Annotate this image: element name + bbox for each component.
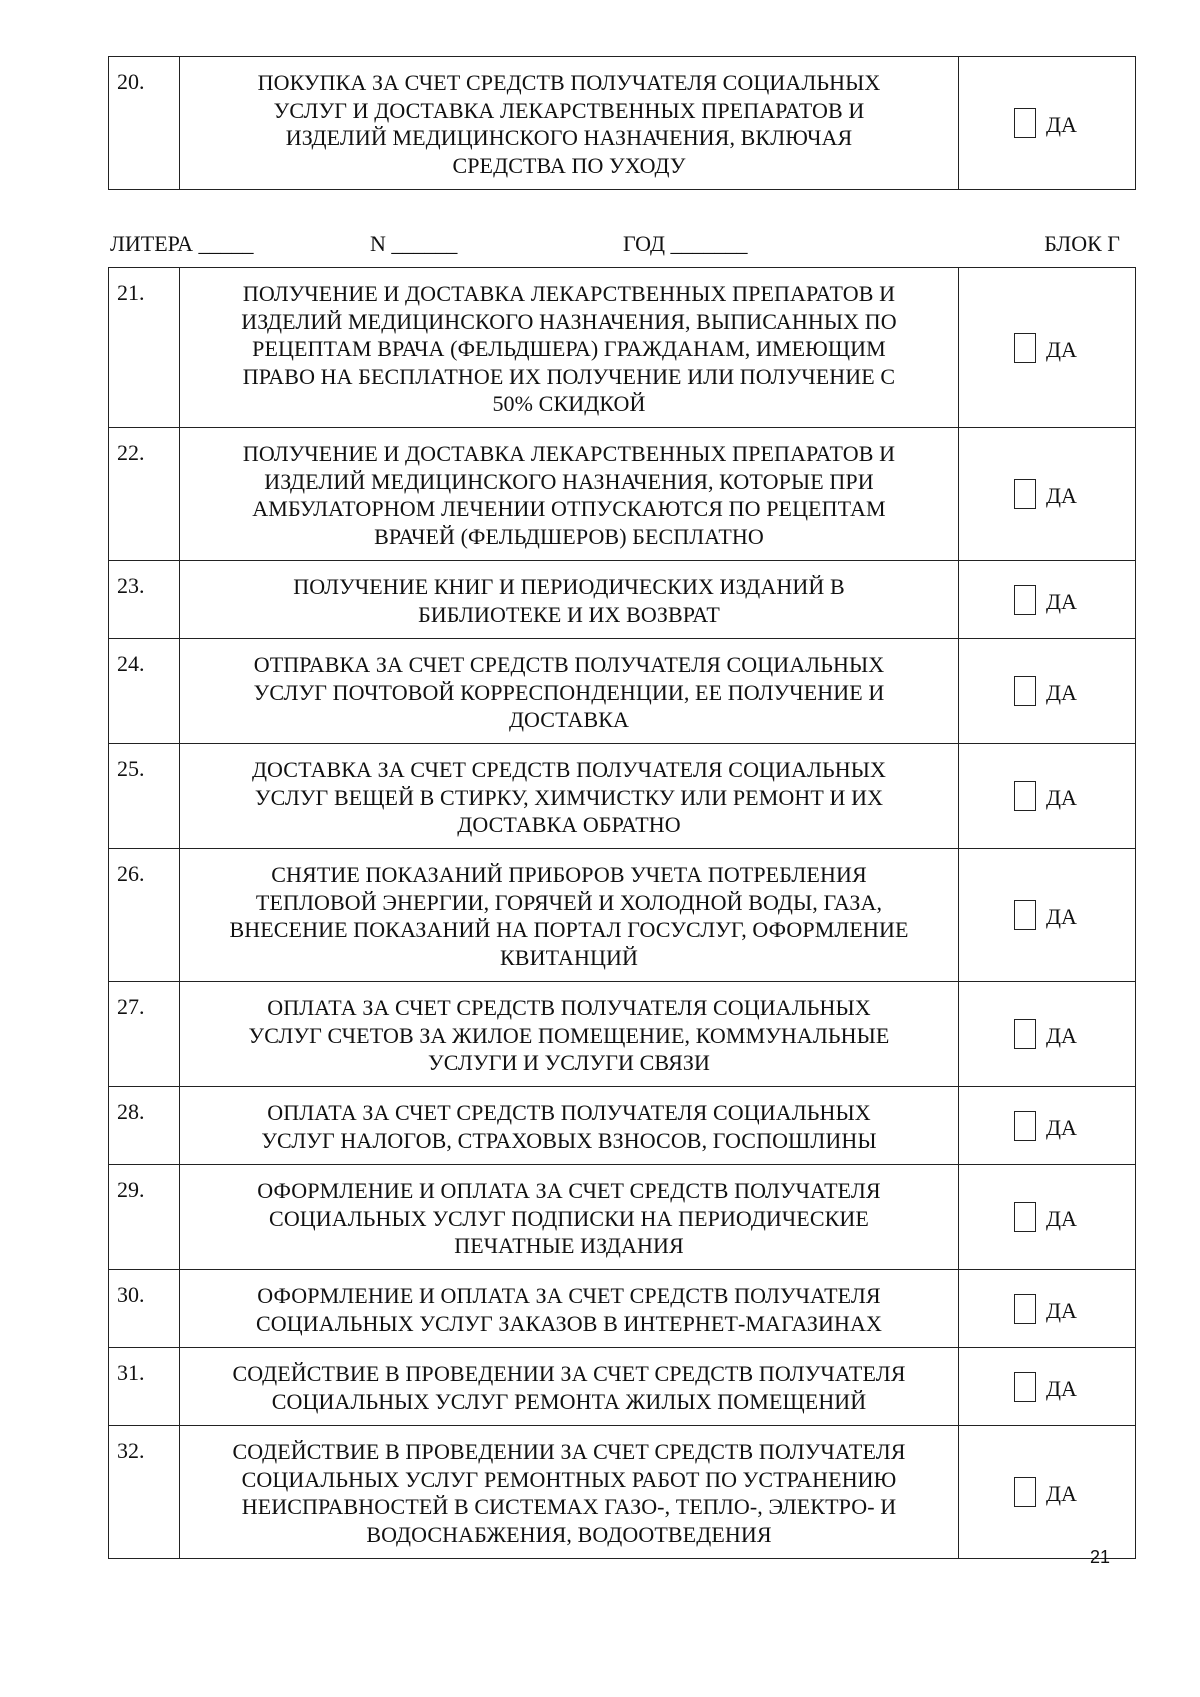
row-number: 32. <box>109 1426 180 1559</box>
description-line: СОЦИАЛЬНЫХ УСЛУГ ЗАКАЗОВ В ИНТЕРНЕТ-МАГАЗИНАХ <box>256 1310 882 1336</box>
checkbox[interactable] <box>1014 781 1036 811</box>
checkbox-cell <box>959 428 1136 561</box>
checkbox-label: ДА <box>1046 483 1077 508</box>
description-line: ОПЛАТА ЗА СЧЕТ СРЕДСТВ ПОЛУЧАТЕЛЯ СОЦИАЛЬНЫХ <box>267 995 871 1020</box>
checkbox-label: ДА <box>1046 336 1077 362</box>
checkbox-label: ДА <box>1046 1375 1077 1401</box>
service-description <box>180 57 959 190</box>
table-row <box>109 268 1136 428</box>
checkbox-label: ДА <box>1046 112 1077 137</box>
checkbox-cell <box>959 744 1136 849</box>
description-line: ВРАЧЕЙ (ФЕЛЬДШЕРОВ) БЕСПЛАТНО <box>374 523 764 549</box>
description-line: ОФОРМЛЕНИЕ И ОПЛАТА ЗА СЧЕТ СРЕДСТВ ПОЛУЧАТЕЛЯ <box>257 1178 881 1203</box>
row-number: 24. <box>109 639 180 744</box>
checkbox-label: ДА <box>1046 1297 1077 1323</box>
service-description <box>180 1270 959 1348</box>
checkbox-label: ДА <box>1046 1206 1077 1231</box>
service-description <box>180 639 959 744</box>
description-line: НЕИСПРАВНОСТЕЙ В СИСТЕМАХ ГАЗО-, ТЕПЛО-, ЭЛЕКТРО- И <box>241 1494 897 1519</box>
row-number: 27. <box>109 982 180 1087</box>
checkbox-cell <box>959 57 1136 190</box>
description-line: РЕЦЕПТАМ ВРАЧА (ФЕЛЬДШЕРА) ГРАЖДАНАМ, ИМЕЮЩИМ <box>252 336 886 361</box>
checkbox-label: ДА <box>1046 1481 1077 1506</box>
checkbox[interactable] <box>1014 900 1036 930</box>
checkbox[interactable] <box>1014 1477 1036 1507</box>
service-description <box>180 1426 959 1559</box>
description-line: ВНЕСЕНИЕ ПОКАЗАНИЙ НА ПОРТАЛ ГОСУСЛУГ, ОФОРМЛЕНИЕ <box>229 917 909 942</box>
table-row <box>109 1348 1136 1426</box>
description-line: СРЕДСТВА ПО УХОДУ <box>452 152 686 178</box>
description-line: ИЗДЕЛИЙ МЕДИЦИНСКОГО НАЗНАЧЕНИЯ, ВЫПИСАННЫХ ПО <box>241 308 897 334</box>
table-row <box>109 1426 1136 1559</box>
description-line: СНЯТИЕ ПОКАЗАНИЙ ПРИБОРОВ УЧЕТА ПОТРЕБЛЕНИЯ <box>271 862 867 887</box>
description-line: СОДЕЙСТВИЕ В ПРОВЕДЕНИИ ЗА СЧЕТ СРЕДСТВ ПОЛУЧАТЕЛЯ <box>232 1361 906 1386</box>
description-line: УСЛУГ ВЕЩЕЙ В СТИРКУ, ХИМЧИСТКУ ИЛИ РЕМОНТ И ИХ <box>254 784 884 810</box>
checkbox[interactable] <box>1014 585 1036 615</box>
checkbox-label: ДА <box>1046 680 1077 705</box>
checkbox-cell <box>959 268 1136 428</box>
checkbox[interactable] <box>1014 1019 1036 1049</box>
description-line: УСЛУГ СЧЕТОВ ЗА ЖИЛОЕ ПОМЕЩЕНИЕ, КОММУНАЛЬНЫЕ <box>248 1022 890 1048</box>
checkbox-cell <box>959 982 1136 1087</box>
service-description <box>180 428 959 561</box>
checkbox-label: ДА <box>1046 1023 1077 1048</box>
service-description <box>180 268 959 428</box>
checkbox-cell <box>959 849 1136 982</box>
table-row <box>109 1165 1136 1270</box>
description-line: СОДЕЙСТВИЕ В ПРОВЕДЕНИИ ЗА СЧЕТ СРЕДСТВ ПОЛУЧАТЕЛЯ <box>232 1439 906 1464</box>
service-table-main <box>108 267 1136 1559</box>
description-line: УСЛУГ НАЛОГОВ, СТРАХОВЫХ ВЗНОСОВ, ГОСПОШЛИНЫ <box>261 1127 877 1153</box>
description-line: ДОСТАВКА ЗА СЧЕТ СРЕДСТВ ПОЛУЧАТЕЛЯ СОЦИАЛЬНЫХ <box>251 757 887 782</box>
service-description <box>180 1165 959 1270</box>
checkbox[interactable] <box>1014 1111 1036 1141</box>
table-row <box>109 639 1136 744</box>
row-number: 30. <box>109 1270 180 1348</box>
description-line: ОТПРАВКА ЗА СЧЕТ СРЕДСТВ ПОЛУЧАТЕЛЯ СОЦИАЛЬНЫХ <box>253 652 885 677</box>
description-line: ДОСТАВКА ОБРАТНО <box>457 812 681 837</box>
description-line: СОЦИАЛЬНЫХ УСЛУГ ПОДПИСКИ НА ПЕРИОДИЧЕСКИЕ <box>269 1205 869 1231</box>
page-number: 21 <box>1090 1547 1111 1567</box>
checkbox-cell <box>959 1087 1136 1165</box>
checkbox-cell <box>959 1270 1136 1348</box>
description-line: ПОЛУЧЕНИЕ И ДОСТАВКА ЛЕКАРСТВЕННЫХ ПРЕПАРАТОВ И <box>242 441 896 466</box>
description-line: ВОДОСНАБЖЕНИЯ, ВОДООТВЕДЕНИЯ <box>366 1521 772 1547</box>
checkbox-label: ДА <box>1046 785 1077 810</box>
description-line: КВИТАНЦИЙ <box>500 944 638 970</box>
checkbox[interactable] <box>1014 108 1036 138</box>
description-line: СОЦИАЛЬНЫХ УСЛУГ РЕМОНТА ЖИЛЫХ ПОМЕЩЕНИЙ <box>271 1388 867 1414</box>
checkbox[interactable] <box>1014 1202 1036 1232</box>
checkbox[interactable] <box>1014 676 1036 706</box>
table-row <box>109 561 1136 639</box>
description-line: ИЗДЕЛИЙ МЕДИЦИНСКОГО НАЗНАЧЕНИЯ, КОТОРЫЕ ПРИ <box>264 468 874 494</box>
description-line: ДОСТАВКА <box>508 707 630 732</box>
table-row <box>109 1270 1136 1348</box>
service-description <box>180 1087 959 1165</box>
service-description <box>180 982 959 1087</box>
checkbox[interactable] <box>1014 1294 1036 1324</box>
service-description <box>180 561 959 639</box>
service-description <box>180 1348 959 1426</box>
row-number: 21. <box>109 268 180 428</box>
checkbox-cell <box>959 1348 1136 1426</box>
description-line: УСЛУГ И ДОСТАВКА ЛЕКАРСТВЕННЫХ ПРЕПАРАТОВ И <box>273 97 865 123</box>
description-line: ОПЛАТА ЗА СЧЕТ СРЕДСТВ ПОЛУЧАТЕЛЯ СОЦИАЛЬНЫХ <box>267 1100 871 1125</box>
table-row <box>109 849 1136 982</box>
table-row <box>109 1087 1136 1165</box>
year-field: ГОД _______ <box>623 231 748 256</box>
description-line: ПОЛУЧЕНИЕ И ДОСТАВКА ЛЕКАРСТВЕННЫХ ПРЕПАРАТОВ И <box>242 281 896 306</box>
description-line: СОЦИАЛЬНЫХ УСЛУГ РЕМОНТНЫХ РАБОТ ПО УСТРАНЕНИЮ <box>241 1466 897 1492</box>
checkbox-label: ДА <box>1046 904 1077 929</box>
table-row <box>109 57 1136 190</box>
checkbox-cell <box>959 1165 1136 1270</box>
row-number: 20. <box>109 57 180 190</box>
litera-field: ЛИТЕРА _____ <box>110 231 254 256</box>
description-line: 50% СКИДКОЙ <box>492 391 646 416</box>
checkbox-label: ДА <box>1046 588 1077 614</box>
service-table-top <box>108 56 1136 190</box>
number-field: N ______ <box>370 231 458 256</box>
description-line: УСЛУГИ И УСЛУГИ СВЯЗИ <box>428 1050 710 1075</box>
row-number: 25. <box>109 744 180 849</box>
description-line: ТЕПЛОВОЙ ЭНЕРГИИ, ГОРЯЧЕЙ И ХОЛОДНОЙ ВОДЫ, ГАЗА, <box>255 889 883 915</box>
checkbox[interactable] <box>1014 1372 1036 1402</box>
service-description <box>180 744 959 849</box>
row-number: 23. <box>109 561 180 639</box>
block-label: БЛОК Г <box>1044 231 1120 256</box>
table-row <box>109 428 1136 561</box>
checkbox[interactable] <box>1014 479 1036 509</box>
checkbox-cell <box>959 639 1136 744</box>
row-number: 29. <box>109 1165 180 1270</box>
table-row <box>109 744 1136 849</box>
description-line: ПОКУПКА ЗА СЧЕТ СРЕДСТВ ПОЛУЧАТЕЛЯ СОЦИАЛЬНЫХ <box>257 70 881 95</box>
description-line: УСЛУГ ПОЧТОВОЙ КОРРЕСПОНДЕНЦИИ, ЕЕ ПОЛУЧЕНИЕ И <box>253 679 885 705</box>
row-number: 28. <box>109 1087 180 1165</box>
checkbox-cell <box>959 561 1136 639</box>
checkbox-label: ДА <box>1046 1114 1077 1140</box>
checkbox-cell <box>959 1426 1136 1559</box>
description-line: ОФОРМЛЕНИЕ И ОПЛАТА ЗА СЧЕТ СРЕДСТВ ПОЛУЧАТЕЛЯ <box>257 1283 881 1308</box>
description-line: ИЗДЕЛИЙ МЕДИЦИНСКОГО НАЗНАЧЕНИЯ, ВКЛЮЧАЯ <box>285 125 853 150</box>
row-number: 31. <box>109 1348 180 1426</box>
table-row <box>109 982 1136 1087</box>
description-line: ПРАВО НА БЕСПЛАТНОЕ ИХ ПОЛУЧЕНИЕ ИЛИ ПОЛУЧЕНИЕ С <box>242 363 896 389</box>
row-number: 26. <box>109 849 180 982</box>
checkbox[interactable] <box>1014 333 1036 363</box>
description-line: АМБУЛАТОРНОМ ЛЕЧЕНИИ ОТПУСКАЮТСЯ ПО РЕЦЕПТАМ <box>252 496 886 521</box>
description-line: БИБЛИОТЕКЕ И ИХ ВОЗВРАТ <box>418 601 720 627</box>
description-line: ПОЛУЧЕНИЕ КНИГ И ПЕРИОДИЧЕСКИХ ИЗДАНИЙ В <box>293 574 845 599</box>
row-number: 22. <box>109 428 180 561</box>
block-header <box>108 231 1120 261</box>
description-line: ПЕЧАТНЫЕ ИЗДАНИЯ <box>454 1233 684 1258</box>
service-description <box>180 849 959 982</box>
